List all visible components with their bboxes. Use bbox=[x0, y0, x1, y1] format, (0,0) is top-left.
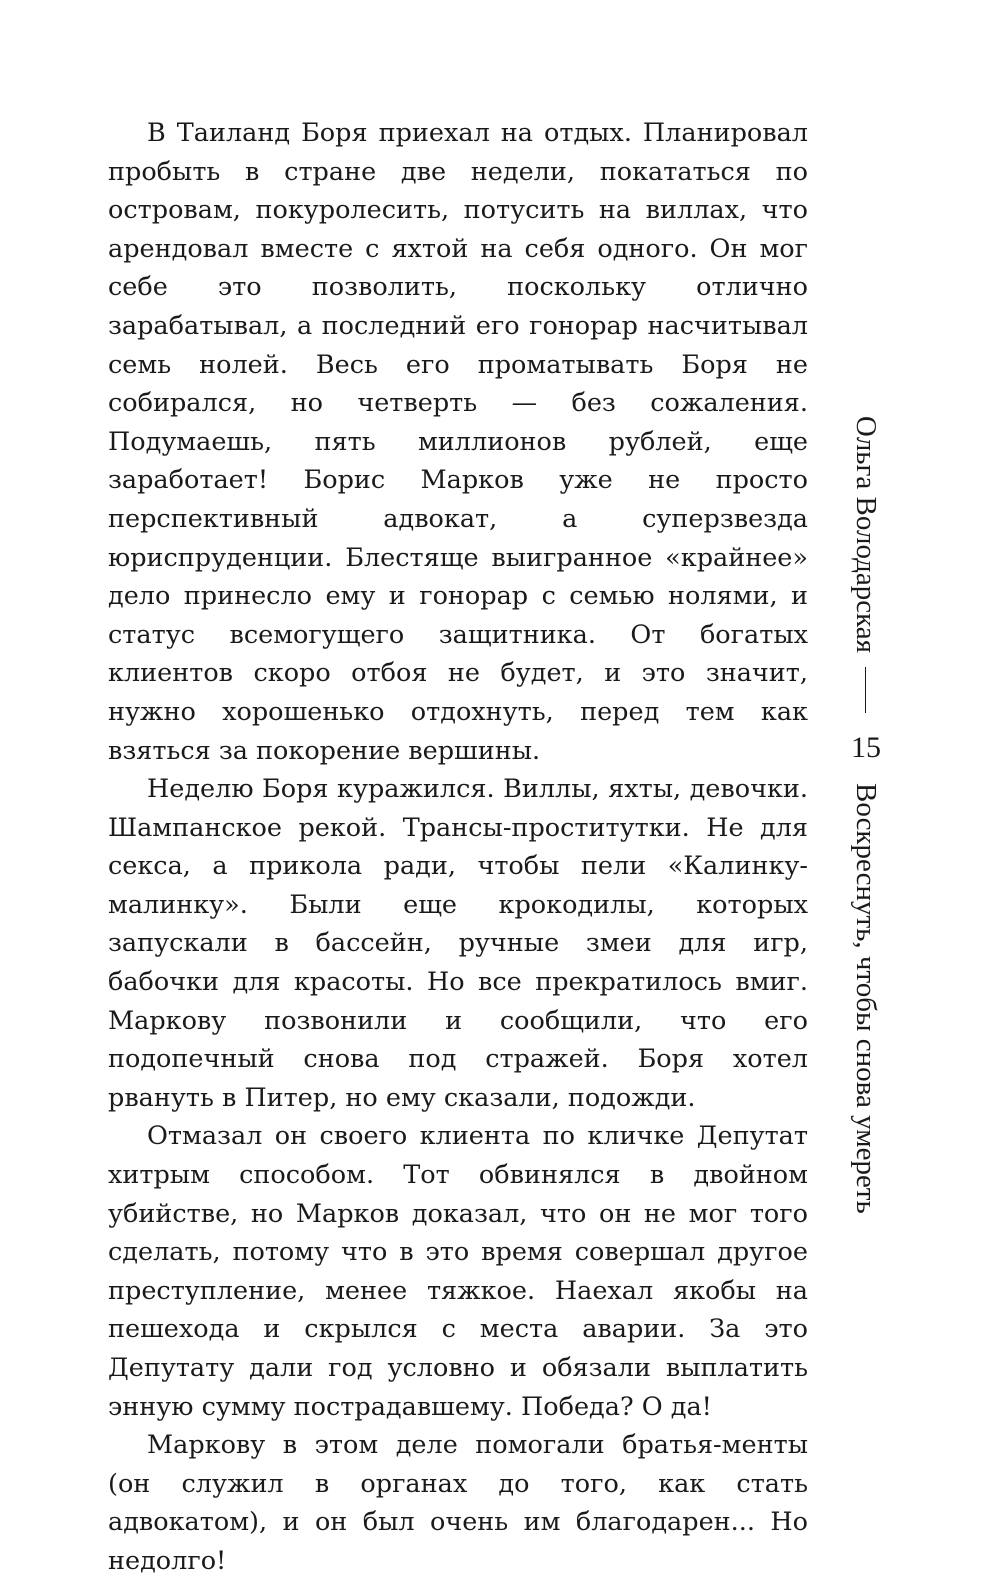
running-head-rule bbox=[866, 667, 867, 713]
paragraph-1: В Таиланд Боря приехал на отдых. Планировал пробыть в стране две недели, покататься по островам, покуролесить, потусить на виллах, что арендовал вместе с яхтой на себя одного. Он мог себе это позволить, поскольку отлично зарабатывал, а последний его гонорар насчитывал семь нолей. Весь его проматывать Боря не собирался, но четверть — без сожаления. Подумаешь, пять миллионов рублей, еще заработает! Борис Марков уже не просто перспективный адвокат, а суперзвезда юриспруденции. Блестяще выигранное «крайнее» дело принесло ему и гонорар с семью нолями, и статус всемогущего защитника. От богатых клиентов скоро отбоя не будет, и это значит, нужно хорошенько отдохнуть, перед тем как взяться за покорение вершины. bbox=[108, 118, 808, 766]
running-head-book-title: Воскреснуть, чтобы снова умереть bbox=[850, 783, 883, 1214]
paragraph-2: Неделю Боря куражился. Виллы, яхты, девочки. Шампанское рекой. Трансы-проститутки. Не для секса, а прикола ради, чтобы пели «Калинку-малинку». Были еще крокодилы, которых запускали в бассейн, ручные змеи для игр, бабочки для красоты. Но все прекратилось вмиг. Маркову позвонили и сообщили, что его подопечный снова под стражей. Боря хотел рвануть в Питер, но ему сказали, подожди. bbox=[108, 774, 808, 1113]
running-head bbox=[836, 120, 896, 1240]
running-head-author: Ольга Володарская bbox=[850, 415, 883, 653]
page-number: 15 bbox=[851, 731, 881, 764]
body-text bbox=[108, 114, 808, 1581]
paragraph-3: Отмазал он своего клиента по кличке Депутат хитрым способом. Тот обвинялся в двойном убийстве, но Марков доказал, что он не мог того сделать, потому что в это время совершал другое преступление, менее тяжкое. Наехал якобы на пешехода и скрылся с места аварии. За это Депутату дали год условно и обязали выплатить энную сумму пострадавшему. Победа? О да! bbox=[108, 1121, 808, 1422]
paragraph-4: Маркову в этом деле помогали братья-менты (он служил в органах до того, как стать адвокатом), и он был очень им благодарен... Но недолго! bbox=[108, 1430, 808, 1576]
